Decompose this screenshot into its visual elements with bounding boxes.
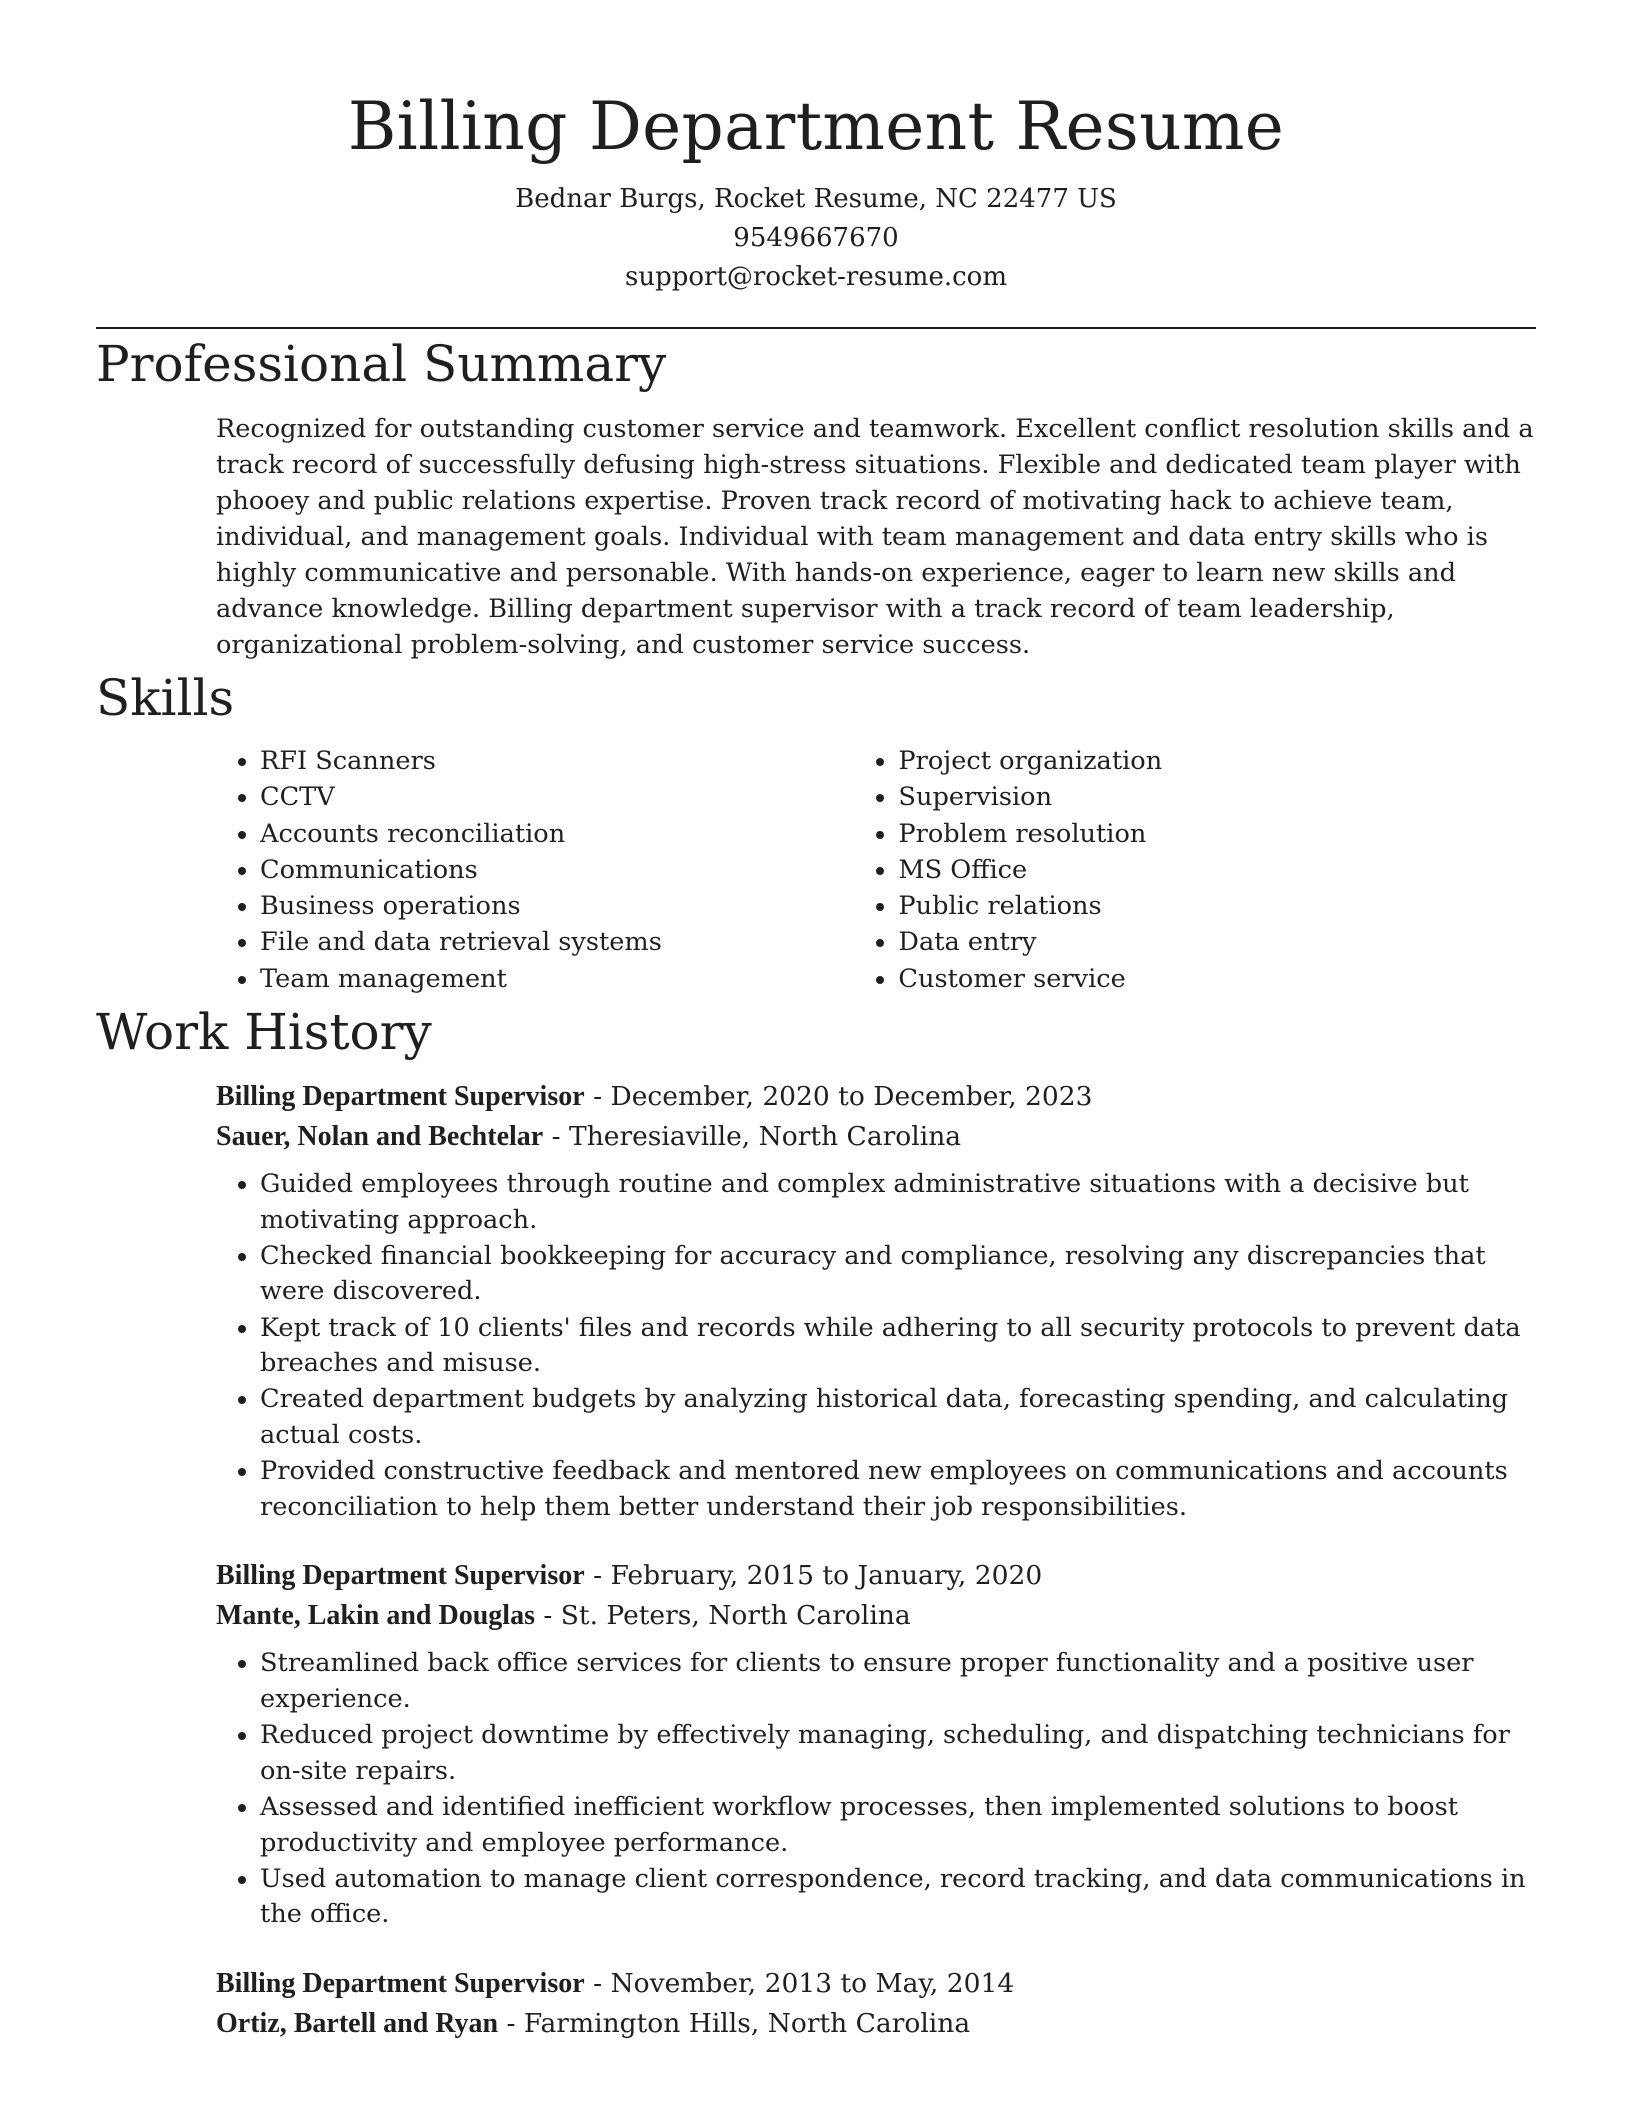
separator: - <box>584 1560 611 1592</box>
skills-column-right <box>854 743 1536 997</box>
skill-item: • Business operations <box>260 888 854 924</box>
job-bullet: • Kept track of 10 clients' files and records while adhering to all security protocols to prevent data breaches and misuse. <box>260 1311 1536 1382</box>
job-dates: November, 2013 to May, 2014 <box>610 1967 1015 1999</box>
skill-item: • Communications <box>260 852 854 888</box>
job-location: Theresiaville, North Carolina <box>569 1121 962 1153</box>
skills-column-left <box>216 743 854 997</box>
job-bullet: • Created department budgets by analyzing historical data, forecasting spending, and calculating actual costs. <box>260 1382 1536 1453</box>
job-bullet: • Checked financial bookkeeping for accuracy and compliance, resolving any discrepancies that were discovered. <box>260 1239 1536 1310</box>
job-company-line <box>216 2004 1536 2044</box>
skill-item: • Public relations <box>898 888 1536 924</box>
job-company: Mante, Lakin and Douglas <box>216 1600 535 1632</box>
skills-heading: Skills <box>96 669 235 727</box>
job-role-line <box>216 1964 1536 2004</box>
job-company-line <box>216 1117 1536 1157</box>
separator: - <box>543 1121 570 1153</box>
skill-item: • MS Office <box>898 852 1536 888</box>
separator: - <box>534 1600 561 1632</box>
skill-item: • CCTV <box>260 779 854 815</box>
job-bullets <box>216 1167 1536 1525</box>
resume-header <box>96 0 1536 329</box>
job-entry <box>216 1077 1536 1525</box>
job-bullet: • Assessed and identified inefficient workflow processes, then implemented solutions to boost productivity and employee performance. <box>260 1790 1536 1861</box>
skill-item: • Customer service <box>898 961 1536 997</box>
resume-page <box>96 0 1536 2044</box>
job-location: St. Peters, North Carolina <box>560 1600 911 1632</box>
job-bullet: • Guided employees through routine and complex administrative situations with a decisive but motivating approach. <box>260 1167 1536 1238</box>
summary-heading: Professional Summary <box>96 335 667 393</box>
job-role: Billing Department Supervisor <box>216 1967 585 1999</box>
separator: - <box>584 1967 611 1999</box>
job-bullets <box>216 1646 1536 1933</box>
skill-item: • RFI Scanners <box>260 743 854 779</box>
job-role: Billing Department Supervisor <box>216 1560 585 1592</box>
job-bullet: • Provided constructive feedback and mentored new employees on communications and accounts reconciliation to help them better understand their job responsibilities. <box>260 1454 1536 1525</box>
job-role: Billing Department Supervisor <box>216 1081 585 1113</box>
separator: - <box>584 1081 611 1113</box>
phone: 9549667670 <box>733 223 899 253</box>
resume-title: Billing Department Resume <box>347 88 1285 165</box>
job-bullet: • Used automation to manage client correspondence, record tracking, and data communications in the office. <box>260 1862 1536 1933</box>
email: support@rocket-resume.com <box>624 262 1007 292</box>
skill-item: • File and data retrieval systems <box>260 924 854 960</box>
job-dates: December, 2020 to December, 2023 <box>610 1081 1093 1113</box>
skills-list <box>216 743 1536 997</box>
job-dates: February, 2015 to January, 2020 <box>610 1560 1043 1592</box>
job-company: Sauer, Nolan and Bechtelar <box>216 1121 544 1153</box>
skill-item: • Problem resolution <box>898 816 1536 852</box>
skill-item: • Supervision <box>898 779 1536 815</box>
skill-item: • Team management <box>260 961 854 997</box>
skill-item: • Project organization <box>898 743 1536 779</box>
job-entry <box>216 1556 1536 1933</box>
skill-item: • Accounts reconciliation <box>260 816 854 852</box>
summary-text: Recognized for outstanding customer service and teamwork. Excellent conflict resolution skills and a track record of successfully defusing high-stress situations. Flexible and dedicated team player with phooey and public relations expertise. Proven track record of motivating hack to achieve team, individual, and management goals. Individual with team management and data entry skills who is highly communicative and personable. With hands-on experience, eager to learn new skills and advance knowledge. Billing department supervisor with a track record of team leadership, organizational problem-solving, and customer service success. <box>216 414 1534 660</box>
job-entry <box>216 1964 1536 2044</box>
job-role-line <box>216 1556 1536 1596</box>
skill-item: • Data entry <box>898 924 1536 960</box>
work-history-heading: Work History <box>96 1003 432 1062</box>
job-company: Ortiz, Bartell and Ryan <box>216 2007 499 2039</box>
separator: - <box>498 2007 524 2039</box>
contact-block <box>96 180 1536 297</box>
job-location: Farmington Hills, North Carolina <box>523 2007 971 2039</box>
job-bullet: • Reduced project downtime by effectively managing, scheduling, and dispatching technicians for on-site repairs. <box>260 1718 1536 1789</box>
job-role-line <box>216 1077 1536 1117</box>
address: Bednar Burgs, Rocket Resume, NC 22477 US <box>515 184 1117 214</box>
job-company-line <box>216 1596 1536 1636</box>
job-bullet: • Streamlined back office services for clients to ensure proper functionality and a positive user experience. <box>260 1646 1536 1717</box>
